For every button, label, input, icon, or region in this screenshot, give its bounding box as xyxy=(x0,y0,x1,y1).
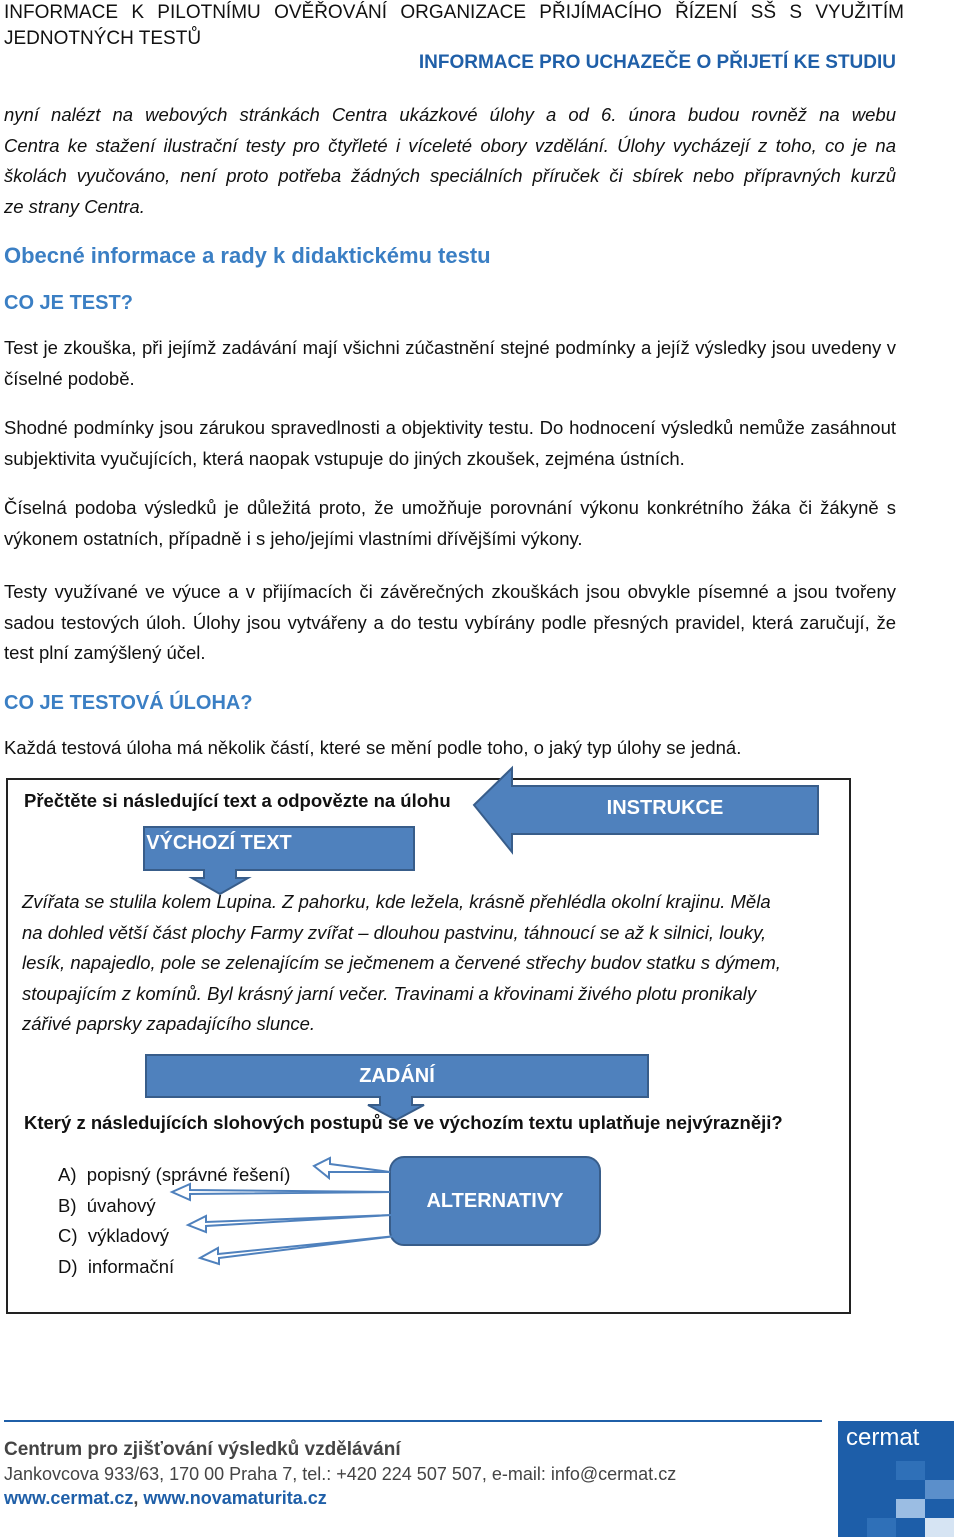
source-line: zářivé paprsky zapadajícího slunce. xyxy=(22,1013,316,1034)
paragraph: Každá testová úloha má několik částí, které se mění podle toho, o jaký typ úlohy se jedná. xyxy=(4,737,742,758)
paragraph: Testy využívané ve výuce a v přijímacích či závěrečných zkouškách jsou obvykle písemné a jsou tvořeny sadou testových úloh. Úlohy jsou vytvářeny a do testu vybírány podle přesných pravidel, která zaručují, že test plní zamýšlený účel. xyxy=(4,581,896,663)
option-a xyxy=(58,1160,290,1191)
source-line: stoupajícím z komínů. Byl krásný jarní večer. Travinami a křovinami živého plotu pronikaly xyxy=(22,982,757,1004)
header-title: INFORMACE K PILOTNÍMU OVĚŘOVÁNÍ ORGANIZACE PŘIJÍMACÍHO ŘÍZENÍ SŠ S VYUŽITÍM xyxy=(4,2,904,23)
option-letter: B) xyxy=(58,1194,77,1216)
source-text xyxy=(22,887,822,1040)
paragraph: Číselná podoba výsledků je důležitá proto, že umožňuje porovnání výkonu konkrétního žáka či žákyně s výkonem ostatních, případně i s jeho/jejími vlastními dřívějšími výkony. xyxy=(4,497,896,549)
footer-address: Jankovcova 933/63, 170 00 Praha 7, tel.: +420 224 507 507, e-mail: info@cermat.cz xyxy=(4,1464,677,1484)
header-title-cont: JEDNOTNÝCH TESTŮ xyxy=(4,28,202,49)
footer-separator: , xyxy=(133,1488,144,1508)
figure-instruction: Přečtěte si následující text a odpovězte na úlohu xyxy=(24,790,451,811)
option-text: popisný (správné řešení) xyxy=(86,1164,291,1185)
option-b xyxy=(58,1191,290,1222)
label-zadani: ZADÁNÍ xyxy=(359,1065,435,1087)
intro-paragraph xyxy=(4,100,896,222)
intro-line: nyní nalézt na webových stránkách Centra ukázkové úlohy a od 6. února budou rovněž na webu xyxy=(4,104,896,125)
intro-line: školách vyučováno, není proto potřeba žádných speciálních příruček či sbírek nebo přípravných kurzů xyxy=(4,165,896,186)
header-subtitle: INFORMACE PRO UCHAZEČE O PŘIJETÍ KE STUDIU xyxy=(418,52,896,73)
source-line: lesík, napajedlo, pole se zelenajícím se ječmenem a červené střechy budov statku s dýmem, xyxy=(22,952,781,973)
option-text: úvahový xyxy=(86,1194,156,1216)
paragraph: Test je zkouška, při jejímž zadávání mají všichni zúčastnění stejné podmínky a jejíž výsledky jsou uvedeny v číselné podobě. xyxy=(4,337,896,389)
footer-link-novamaturita[interactable]: www.novamaturita.cz xyxy=(143,1488,327,1508)
label-alternativy: ALTERNATIVY xyxy=(426,1190,564,1212)
option-text: výkladový xyxy=(87,1225,170,1246)
footer-web xyxy=(4,1488,327,1509)
footer-org: Centrum pro zjišťování výsledků vzdělávání xyxy=(4,1439,401,1460)
footer-divider xyxy=(4,1420,822,1422)
logo-text: cermat xyxy=(846,1424,920,1451)
option-letter: C) xyxy=(58,1225,78,1246)
options-list xyxy=(58,1160,290,1282)
source-line: Zvířata se stulila kolem Lupina. Z pahorku, kde ležela, krásně přehlédla okolní krajinu. Měla xyxy=(22,891,771,912)
label-instrukce: INSTRUKCE xyxy=(606,797,724,819)
intro-line: ze strany Centra. xyxy=(4,195,145,217)
option-c xyxy=(58,1221,290,1252)
footer-link-cermat[interactable]: www.cermat.cz xyxy=(4,1488,134,1508)
paragraph: Shodné podmínky jsou zárukou spravedlnosti a objektivity testu. Do hodnocení výsledků nemůže zasáhnout subjektivita vyučujících, která naopak vstupuje do jiných zkoušek, zejména ústních. xyxy=(4,417,896,469)
section-heading: Obecné informace a rady k didaktickému testu xyxy=(4,243,491,268)
option-d xyxy=(58,1252,290,1283)
option-letter: D) xyxy=(58,1255,78,1277)
intro-line: Centra ke stažení ilustrační testy pro čtyřleté i víceleté obory vzdělání. Úlohy vycházejí z toho, co je na xyxy=(4,134,896,156)
label-vychozi-text: VÝCHOZÍ TEXT xyxy=(146,832,292,854)
heading-what-is-test: CO JE TEST? xyxy=(4,292,133,314)
source-line: na dohled větší část plochy Farmy zvířat – dlouhou pastvinu, táhnoucí se až k silnici, louky, xyxy=(22,921,767,943)
figure-question: Který z následujících slohových postupů se ve výchozím textu uplatňuje nejvýrazněji? xyxy=(24,1112,783,1133)
cermat-logo xyxy=(838,1421,954,1537)
pointer-arrow-a xyxy=(314,1158,390,1178)
logo-grid-pattern xyxy=(838,1461,954,1537)
option-text: informační xyxy=(87,1255,175,1277)
heading-what-is-item: CO JE TESTOVÁ ÚLOHA? xyxy=(4,692,253,714)
option-letter: A) xyxy=(58,1164,77,1185)
